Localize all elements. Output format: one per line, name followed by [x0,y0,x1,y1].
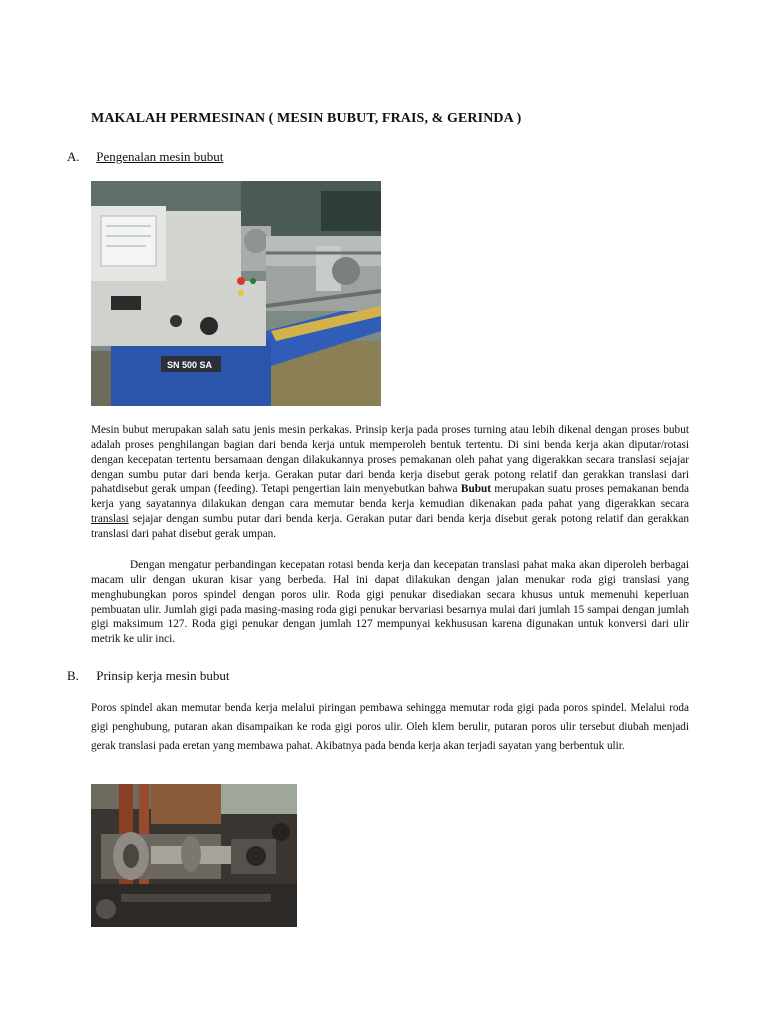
paragraph-intro [91,423,689,542]
paragraph-intro-bold-term: Bubut [460,483,492,496]
document-title: MAKALAH PERMESINAN ( MESIN BUBUT, FRAIS, & GERINDA ) [91,111,522,126]
section-a-heading [67,149,223,165]
section-b-number: B. [67,668,79,683]
machine-plate-label: SN 500 SA [167,360,213,370]
paragraph-thread: Dengan mengatur perbandingan kecepatan rotasi benda kerja dan kecepatan translasi pahat maka akan diperoleh berbagai macam ulir dengan ukuran kisar yang berbeda. Hal ini dapat dilakukan dengan jalan menukar roda gigi translasi yang menghubungkan poros spindel dengan poros ulir. Roda gigi penukar disediakan secara khusus untuk memenuhi keperluan pembuatan ulir. Jumlah gigi pada masing-masing roda gigi penukar bervariasi besarnya mulai dari jumlah 15 sampai dengan jumlah gigi maksimum 127. Roda gigi penukar dengan jumlah 127 mempunyai kekhususan karena digunakan untuk konversi dari ulir metrik ke ulir inci. [91,559,689,646]
paragraph-principle: Poros spindel akan memutar benda kerja melalui piringan pembawa sehingga memutar roda gigi pada poros spindel. Melalui roda gigi penghubung, putaran akan disampaikan ke roda gigi poros ulir. Oleh klem berulir, putaran poros ulir tersebut diubah menjadi gerak translasi pada eretan yang membawa pahat. Akibatnya pada benda kerja akan terjadi sayatan yang berbentuk ulir. [91,702,689,752]
lathe-machine-photo [91,181,381,406]
paragraph-intro-part1: Mesin bubut merupakan salah satu jenis mesin perkakas. Prinsip kerja pada proses turning atau lebih dikenal dengan proses bubut adalah proses penghilangan bagian dari benda kerja untuk memperoleh bentuk tertentu. Di sini benda kerja akan diputar/rotasi dengan kecepatan tertentu bersamaan dengan dilakukannya proses pemakanan oleh pahat yang digerakkan secara translasi sejajar dengan sumbu putar dari benda kerja. Gerakan putar dari benda kerja disebut gerak potong relatif dan gerakkan translasi dari pahatdisebut gerak umpan (feeding). Tetapi pengertian lain menyebutkan bahwa [91,424,689,496]
section-b-heading [67,668,230,684]
paragraph-intro-part2: merupakan suatu proses pemakanan benda kerja yang sayatannya dilakukan dengan cara memutar benda kerja kemudian dikenakan pada pahat yang digerakkan secara [91,483,689,511]
paragraph-intro-underlined-term: translasi [91,513,129,526]
paragraph-intro-part3: sejajar dengan sumbu putar dari benda kerja. Gerakan putar dari benda kerja disebut gerak potong relatif dan gerakkan translasi dari pahat disebut gerak umpan. [91,513,689,540]
section-b-title: Prinsip kerja mesin bubut [96,668,230,683]
section-a-title: Pengenalan mesin bubut [96,149,224,164]
lathe-spindle-photo [91,784,297,927]
section-a-number: A. [67,149,80,164]
